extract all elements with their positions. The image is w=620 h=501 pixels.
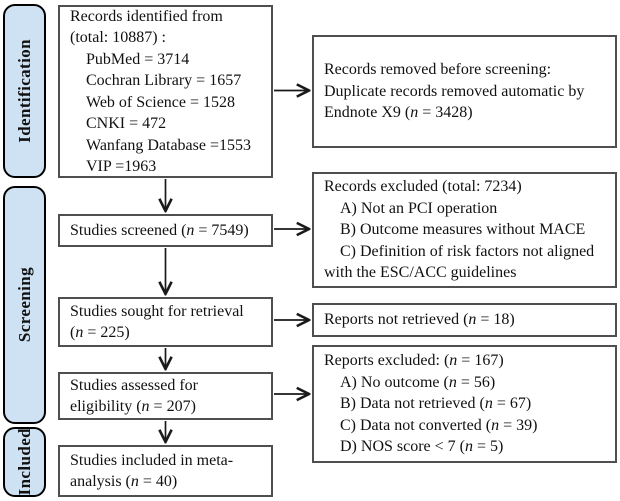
stage-screening [3,186,46,424]
stage-identification [3,4,46,178]
text-line: VIP =1963 [86,158,157,175]
text-line: Cochran Library = 1657 [86,72,242,89]
text-line: Records identified from [70,7,223,25]
stage-identification-label: Identification [14,39,34,143]
text-line: Reports excluded: (n = 167) [324,352,504,370]
box-studies-screened [58,214,273,247]
text-line: eligibility (n = 207) [70,398,196,415]
box-studies-sought [58,297,273,347]
text-line: Reports not retrieved (n = 18) [324,311,515,329]
text-line: analysis (n = 40) [70,473,178,490]
text-line: C) Data not converted (n = 39) [340,416,538,434]
text-line: D) NOS score < 7 (n = 5) [340,438,504,456]
stage-included [3,427,46,497]
text-line: Studies sought for retrieval [70,302,244,320]
text-line: (n = 225) [70,324,130,341]
box-records-excluded [312,172,617,288]
text-line: A) Not an PCI operation [340,199,498,217]
text-line: Endnote X9 (n = 3428) [324,104,473,122]
text-line: Studies included in meta- [70,451,234,469]
text-line: A) No outcome (n = 56) [340,373,496,391]
text-line: Records excluded (total: 7234) [324,178,522,196]
box-studies-assessed [58,372,273,420]
text-line: C) Definition of risk factors not aligned [340,242,595,260]
text-line: CNKI = 472 [86,115,167,132]
text-line: Wanfang Database =1553 [86,136,252,154]
box-reports-excluded [312,345,617,463]
text-line: B) Data not retrieved (n = 67) [340,395,532,413]
box-reports-not-retrieved [312,303,617,337]
box-studies-included [58,445,273,497]
text-line: Studies screened (n = 7549) [70,221,249,239]
stage-screening-label: Screening [14,267,34,343]
text-line: Studies assessed for [70,376,198,394]
text-line: with the ESC/ACC guidelines [324,264,517,282]
stage-included-label: Included [14,428,34,496]
text-line: Web of Science = 1528 [86,93,236,111]
text-line: B) Outcome measures without MACE [340,221,586,239]
box-records-removed [312,35,617,148]
text-line: Records removed before screening: [324,61,552,79]
text-line: PubMed = 3714 [86,50,190,68]
box-records-identified [58,5,273,178]
text-line: (total: 10887) : [70,29,166,46]
text-line: Duplicate records removed automatic by [324,82,585,100]
